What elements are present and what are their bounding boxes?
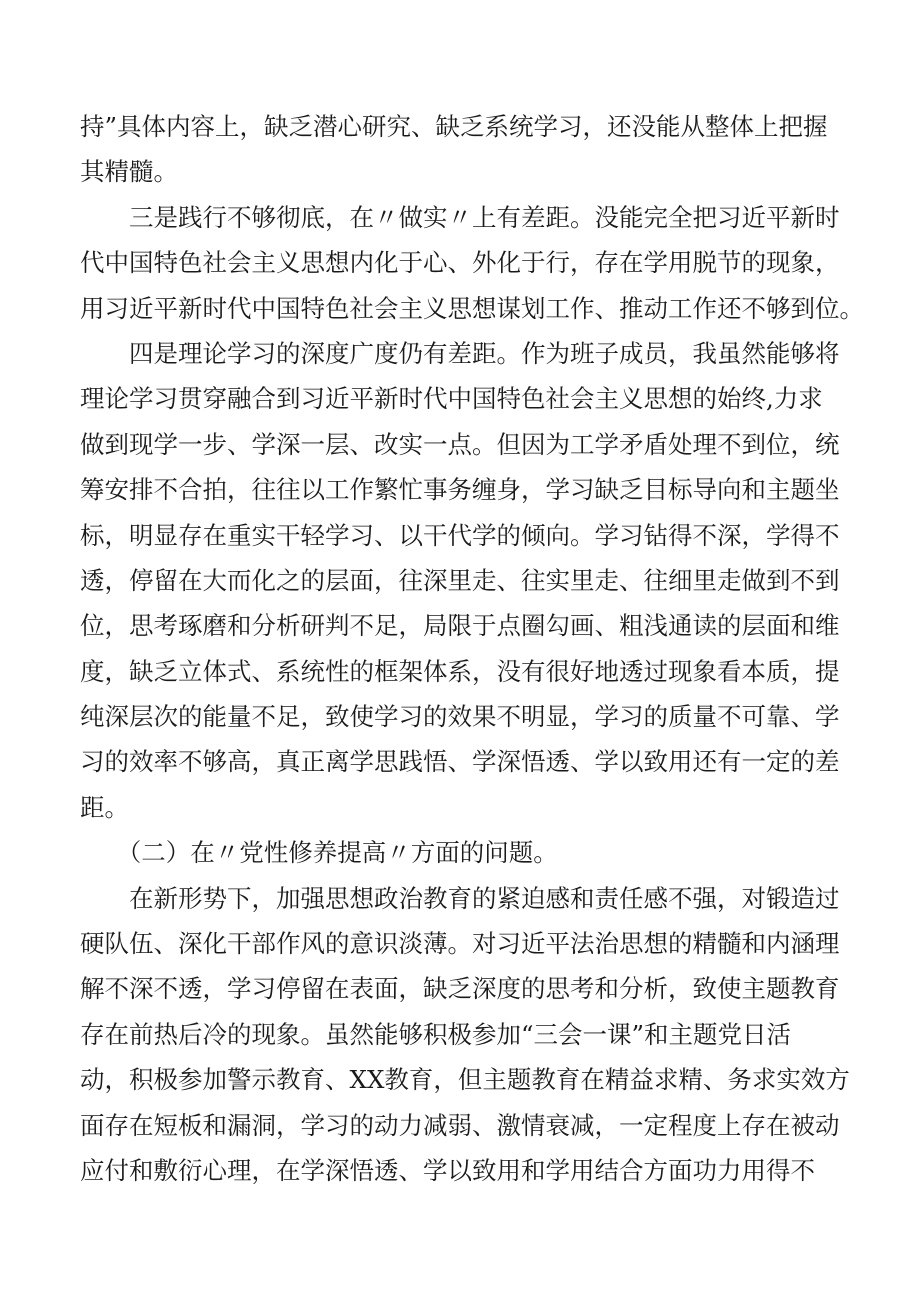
text-line: 度，缺乏立体式、系统性的框架体系，没有很好地透过现象看本质，提 xyxy=(80,656,840,686)
text-line: 在新形势下，加强思想政治教育的紧迫感和责任感不强，对锻造过 xyxy=(80,883,840,913)
text-line: 筹安排不合拍，往往以工作繁忙事务缠身，学习缺乏目标导向和主题坐 xyxy=(80,475,840,505)
text-line: 硬队伍、深化干部作风的意识淡薄。对习近平法治思想的精髓和内涵理 xyxy=(80,929,840,959)
paragraph-theory-study-gap xyxy=(80,331,860,830)
text-line: 标，明显存在重实干轻学习、以干代学的倾向。学习钻得不深，学得不 xyxy=(80,520,840,550)
text-line: 习的效率不够高，真正离学思践悟、学深悟透、学以致用还有一定的差 xyxy=(80,747,840,777)
section-heading-party-spirit xyxy=(80,830,860,875)
text-line: 其精髓。 xyxy=(80,157,178,187)
text-line: 透，停留在大而化之的层面，往深里走、往实里走、往细里走做到不到 xyxy=(80,565,840,595)
text-line: 代中国特色社会主义思想内化于心、外化于行，存在学用脱节的现象， xyxy=(80,248,840,278)
text-line: 四是理论学习的深度广度仍有差距。作为班子成员，我虽然能够将 xyxy=(80,338,840,368)
text-line: 三是践行不够彻底，在〃做实〃上有差距。没能完全把习近平新时 xyxy=(80,202,840,232)
text-line: 纯深层次的能量不足，致使学习的效果不明显，学习的质量不可靠、学 xyxy=(80,702,840,732)
text-line: 动，积极参加警示教育、XX教育，但主题教育在精益求精、务求实效方 xyxy=(80,1065,850,1095)
document-body xyxy=(80,104,864,1193)
section-heading: （二）在〃党性修养提高〃方面的问题。 xyxy=(80,838,558,868)
paragraph-practice-gap xyxy=(80,195,864,331)
paragraph-continuation xyxy=(80,104,860,195)
text-line: 应付和敷衍心理，在学深悟透、学以致用和学用结合方面功力用得不 xyxy=(80,1155,815,1185)
text-line: 做到现学一步、学深一层、改实一点。但因为工学矛盾处理不到位，统 xyxy=(80,429,840,459)
text-line: 解不深不透，学习停留在表面，缺乏深度的思考和分析，致使主题教育 xyxy=(80,974,840,1004)
text-line: 持”具体内容上，缺乏潜心研究、缺乏系统学习，还没能从整体上把握 xyxy=(80,112,828,141)
text-line: 位，思考琢磨和分析研判不足，局限于点圈勾画、粗浅通读的层面和维 xyxy=(80,611,840,641)
text-line: 面存在短板和漏洞，学习的动力减弱、激情衰减，一定程度上存在被动 xyxy=(80,1110,840,1140)
text-line: 存在前热后冷的现象。虽然能够积极参加“三会一课”和主题党日活 xyxy=(80,1019,792,1049)
text-line: 距。 xyxy=(80,792,129,822)
text-line: 用习近平新时代中国特色社会主义思想谋划工作、推动工作还不够到位。 xyxy=(80,293,864,323)
paragraph-new-situation xyxy=(80,876,860,1194)
text-line: 理论学习贯穿融合到习近平新时代中国特色社会主义思想的始终,力求 xyxy=(80,384,823,414)
